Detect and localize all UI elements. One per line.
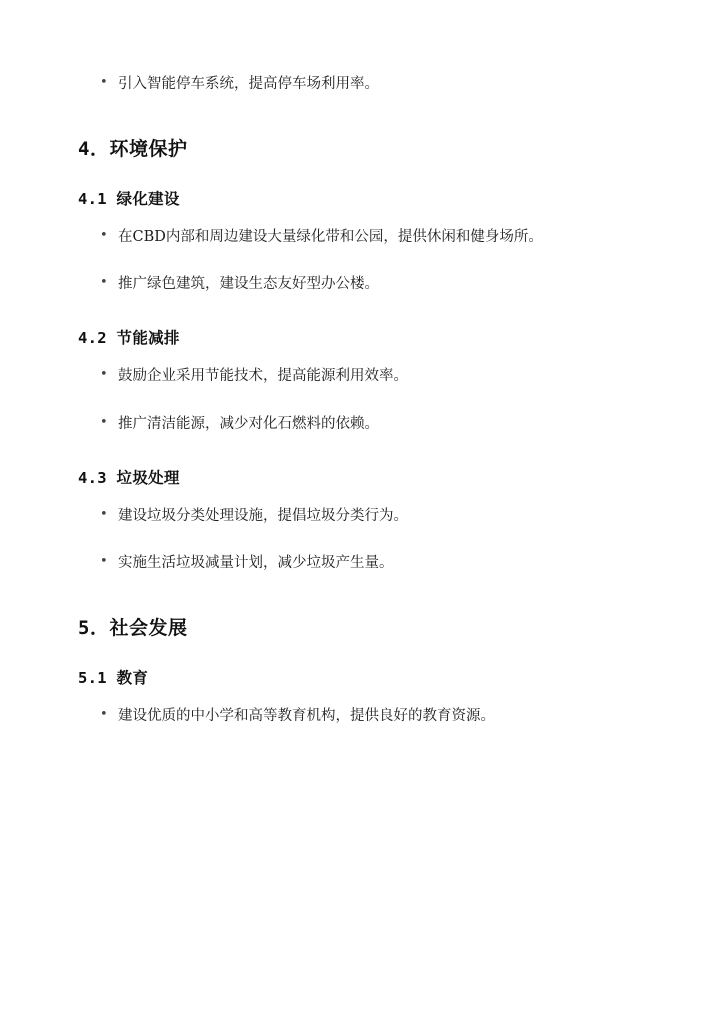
list-item: • 在CBD内部和周边建设大量绿化带和公园，提供休闲和健身场所。: [78, 223, 642, 253]
heading-waste-treatment: 4.3 垃圾处理: [78, 468, 180, 487]
list-item: • 鼓励企业采用节能技术，提高能源利用效率。: [78, 362, 642, 392]
heading-environmental-protection: 4．环境保护: [78, 137, 188, 160]
list-waste-treatment: [78, 502, 642, 579]
list-greening-construction: [78, 223, 642, 300]
list-item: • 引入智能停车系统，提高停车场利用率。: [78, 70, 642, 100]
list-energy-saving: [78, 362, 642, 439]
heading-greening-construction: 4.1 绿化建设: [78, 189, 180, 208]
list-item: • 建设垃圾分类处理设施，提倡垃圾分类行为。: [78, 502, 642, 532]
list-item: • 推广清洁能源，减少对化石燃料的依赖。: [78, 410, 642, 440]
list-item: • 推广绿色建筑，建设生态友好型办公楼。: [78, 270, 642, 300]
list-item: • 实施生活垃圾减量计划，减少垃圾产生量。: [78, 549, 642, 579]
list-item: • 建设优质的中小学和高等教育机构，提供良好的教育资源。: [78, 702, 642, 732]
document-body: [78, 70, 642, 732]
heading-energy-saving: 4.2 节能减排: [78, 329, 180, 348]
list-education: [78, 702, 642, 732]
heading-education: 5.1 教育: [78, 669, 149, 688]
list-parking-smart-system: [78, 70, 642, 100]
heading-social-development: 5．社会发展: [78, 617, 188, 640]
